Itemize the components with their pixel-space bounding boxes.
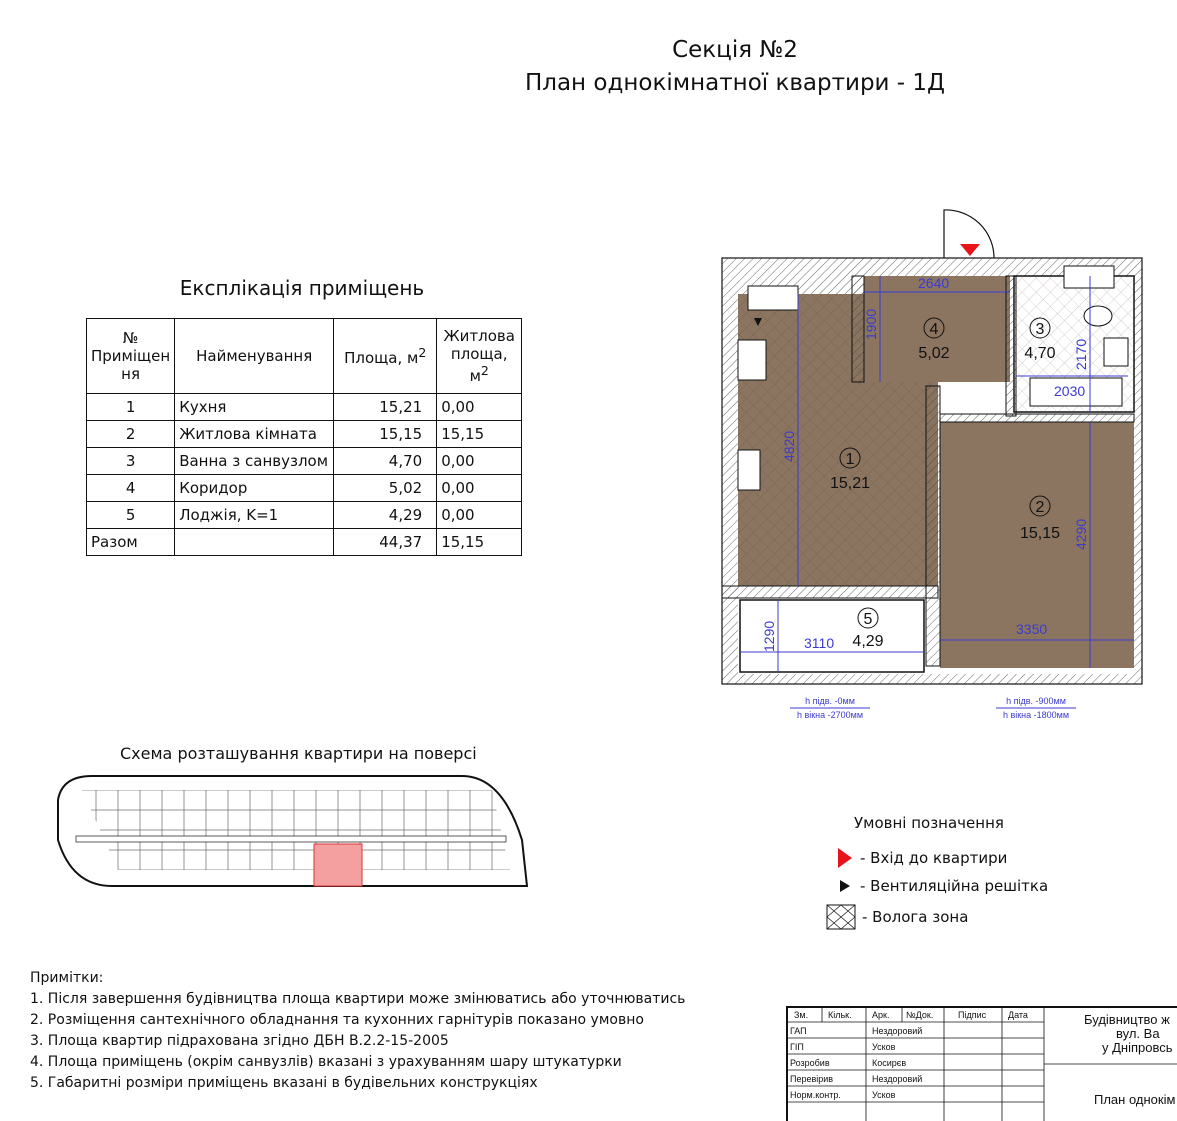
stamp-role: ГАП — [790, 1026, 807, 1036]
room-number: 1 — [845, 451, 855, 468]
table-row — [87, 448, 522, 475]
explication-table — [86, 318, 522, 556]
vent-arrow-icon — [832, 876, 854, 896]
table-row — [87, 394, 522, 421]
cell-total-label: Разом — [87, 529, 175, 556]
stamp-person: Нездоровий — [872, 1074, 923, 1084]
stamp-role: Розробив — [790, 1058, 830, 1068]
stamp-person: Нездоровий — [872, 1026, 923, 1036]
window-note: h підв. -900мм — [1006, 696, 1066, 706]
table-total-row — [87, 529, 522, 556]
room-area: 4,70 — [1024, 345, 1056, 362]
room-area: 15,21 — [829, 475, 871, 492]
cell-name: Ванна з санвузлом — [175, 448, 334, 475]
section-title: Секція №2 — [672, 37, 798, 63]
table-row — [87, 502, 522, 529]
cell-number: 4 — [87, 475, 175, 502]
cell-total-living: 15,15 — [437, 529, 522, 556]
cell-name: Коридор — [175, 475, 334, 502]
cell-total-area: 44,37 — [334, 529, 437, 556]
stamp-role: ГІП — [790, 1042, 804, 1052]
stamp-head: Кільк. — [828, 1010, 852, 1020]
note-item: 1. Після завершення будівництва площа квартири може змінюватись або уточнюватись — [30, 991, 686, 1007]
room-number: 5 — [863, 611, 873, 628]
stamp-project: Будівництво ж — [1084, 1012, 1170, 1027]
title-block — [786, 1006, 1177, 1121]
cell-area: 4,70 — [334, 448, 437, 475]
col-header-name: Найменування — [175, 319, 334, 394]
stamp-project: у Дніпровсь — [1102, 1040, 1173, 1055]
cell-number: 3 — [87, 448, 175, 475]
stamp-head: Дата — [1008, 1010, 1028, 1020]
room-area: 4,29 — [852, 633, 884, 650]
dim-1290: 1290 — [761, 620, 777, 652]
stamp-sheet-title: План однокім — [1094, 1092, 1176, 1107]
cell-living: 15,15 — [437, 421, 522, 448]
stamp-head: Підпис — [958, 1010, 987, 1020]
stamp-head: №Док. — [906, 1010, 934, 1020]
room-number: 3 — [1035, 321, 1045, 338]
dim-2640: 2640 — [918, 275, 950, 291]
cell-area: 5,02 — [334, 475, 437, 502]
window-note: h вікна -2700мм — [796, 710, 864, 720]
legend-entry — [832, 846, 1007, 870]
scheme-title: Схема розташування квартири на поверсі — [120, 744, 477, 763]
window-note: h підв. -0мм — [805, 696, 855, 706]
col-header-area: Площа, $м^2$ — [334, 319, 437, 394]
note-item: 5. Габаритні розміри приміщень вказані в будівельних конструкціях — [30, 1075, 538, 1091]
stamp-project: вул. Ва — [1116, 1026, 1160, 1041]
dim-2030: 2030 — [1054, 383, 1086, 399]
dim-4820: 4820 — [781, 430, 797, 462]
cell-name: Лоджія, K=1 — [175, 502, 334, 529]
stamp-head: Арк. — [872, 1010, 890, 1020]
explication-title: Експлікація приміщень — [179, 276, 425, 300]
entry-marker — [960, 244, 980, 256]
col-header-living: Житлова площа, $м^2$ — [437, 319, 522, 394]
plan-title: План однокімнатної квартири - 1Д — [524, 70, 946, 96]
apartment-highlight — [314, 844, 362, 886]
dim-3110: 3110 — [804, 635, 835, 651]
hatch-swatch-icon — [826, 904, 856, 930]
stamp-head: Зм. — [794, 1010, 809, 1020]
legend-title: Умовні позначення — [854, 814, 1004, 832]
floor-scheme — [52, 770, 532, 900]
room-number: 2 — [1035, 499, 1045, 516]
dim-3350: 3350 — [1016, 621, 1048, 637]
entry-arrow-icon — [832, 846, 854, 870]
room-number: 4 — [929, 321, 939, 338]
room-area: 5,02 — [918, 345, 950, 362]
legend-wet-label: - Волога зона — [862, 908, 969, 926]
legend-vent-label: - Вентиляційна решітка — [860, 877, 1049, 895]
notes — [30, 968, 685, 1094]
note-item: 4. Площа приміщень (окрім санвузлів) вказані з урахуванням шару штукатурки — [30, 1054, 622, 1070]
cell-number: 1 — [87, 394, 175, 421]
window-note: h вікна -1800мм — [1002, 710, 1070, 720]
note-item: 2. Розміщення сантехнічного обладнання та кухонних гарнітурів показано умовно — [30, 1012, 644, 1028]
cell-name: Житлова кімната — [175, 421, 334, 448]
cell-living: 0,00 — [437, 394, 522, 421]
cell-area: 15,21 — [334, 394, 437, 421]
room-area: 15,15 — [1019, 525, 1061, 542]
cell-living: 0,00 — [437, 475, 522, 502]
stamp-role: Норм.контр. — [790, 1090, 841, 1100]
stamp-person: Усков — [872, 1090, 896, 1100]
dim-2170: 2170 — [1073, 338, 1089, 370]
legend-entry-label: - Вхід до квартири — [860, 849, 1008, 867]
cell-living: 0,00 — [437, 502, 522, 529]
floor-plan — [718, 200, 1158, 730]
note-item: 3. Площа квартир підрахована згідно ДБН В.2.2-15-2005 — [30, 1033, 449, 1049]
page-title — [480, 34, 990, 100]
stamp-person: Косирєв — [872, 1058, 907, 1068]
dim-1900: 1900 — [863, 308, 879, 340]
dim-4290: 4290 — [1073, 518, 1089, 550]
legend-wet — [826, 904, 968, 930]
table-row — [87, 475, 522, 502]
cell-name: Кухня — [175, 394, 334, 421]
legend-vent — [832, 876, 1048, 896]
col-header-number: № Приміщен ня — [87, 319, 175, 394]
cell-number: 5 — [87, 502, 175, 529]
cell-area: 15,15 — [334, 421, 437, 448]
cell-number: 2 — [87, 421, 175, 448]
cell-living: 0,00 — [437, 448, 522, 475]
cell-area: 4,29 — [334, 502, 437, 529]
table-row — [87, 421, 522, 448]
stamp-person: Усков — [872, 1042, 896, 1052]
stamp-role: Перевірив — [790, 1074, 834, 1084]
notes-title: Примітки: — [30, 970, 104, 986]
